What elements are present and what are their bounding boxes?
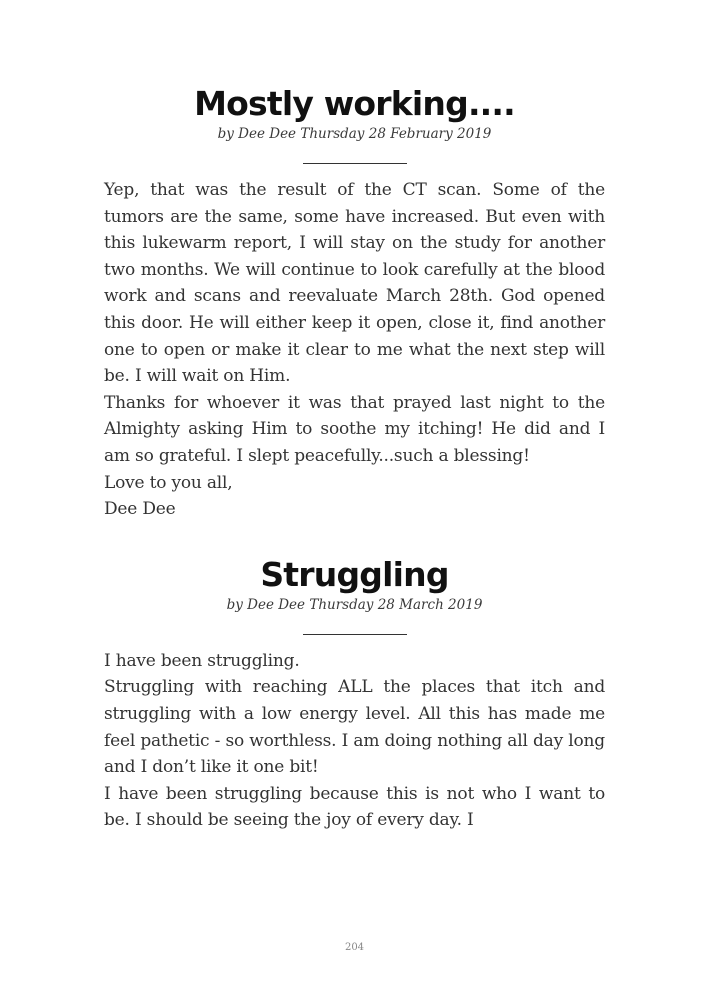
paragraph: Struggling with reaching ALL the places that itch and struggling with a low energy level. All this has made me feel pathetic - so worthless. I am doing nothing all day long and I don’t like it one bit! <box>104 677 605 778</box>
paragraph: Thanks for whoever it was that prayed last night to the Almighty asking Him to soothe my itching! He did and I am so grateful. I slept peacefully...such a blessing! <box>104 392 605 466</box>
entry-byline: by Dee Dee Thursday 28 February 2019 <box>217 126 492 142</box>
title-divider <box>303 163 407 164</box>
blog-entry <box>104 523 605 834</box>
paragraph: Love to you all, <box>104 472 233 493</box>
page-content <box>104 0 605 834</box>
paragraph: Dee Dee <box>104 499 176 520</box>
entry-body <box>104 648 605 834</box>
blog-entry <box>104 0 605 523</box>
title-divider <box>303 634 407 635</box>
entry-body <box>104 177 605 523</box>
page-number: 204 <box>344 942 365 953</box>
entry-title: Mostly working.... <box>194 84 515 123</box>
paragraph: Yep, that was the result of the CT scan. Some of the tumors are the same, some have increased. But even with this lukewarm report, I will stay on the study for another two months. We will continue to look carefully at the blood work and scans and reevaluate March 28th. God opened this door. He will either keep it open, close it, find another one to open or make it clear to me what the next step will be. I will wait on Him. <box>104 180 605 387</box>
paragraph: I have been struggling. <box>104 650 300 671</box>
paragraph: I have been struggling because this is not who I want to be. I should be seeing the joy of every day. I <box>104 783 605 831</box>
entry-byline: by Dee Dee Thursday 28 March 2019 <box>226 596 483 613</box>
entry-title: Struggling <box>260 554 449 594</box>
